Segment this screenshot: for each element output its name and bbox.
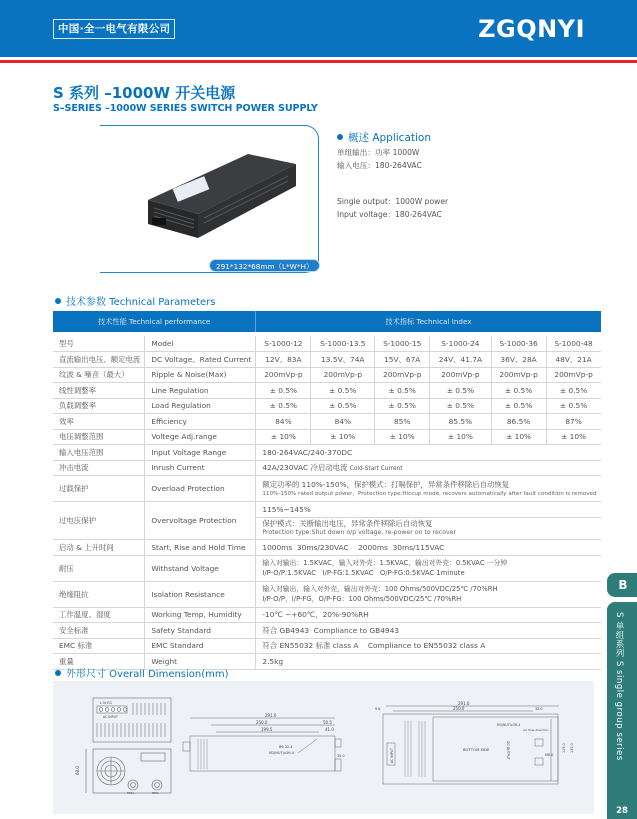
- neg-label: NEG-: [152, 791, 160, 795]
- overall-dimension-heading-text: 外形尺寸 Overall Dimension(mm): [66, 669, 229, 680]
- cell-value: 符合 EN55032 标准 class A Compliance to EN55032 class A: [256, 638, 601, 654]
- isolation-line-en: I/P-O/P，I/P-FG，O/P-FG：100 Ohms/500VDC/25℃ /70%RH: [262, 595, 462, 603]
- cell-value: 84%: [311, 414, 375, 430]
- cell-value: ± 0.5%: [430, 398, 491, 414]
- cell-value: 24V、41.7A: [430, 352, 491, 368]
- row-label-en: DC Voltage、Rated Current: [145, 352, 256, 368]
- row-label-en: Isolation Resistance: [145, 581, 256, 607]
- inrush-value-en: Cold-Start Current: [349, 466, 403, 473]
- side-extension: 30.0: [337, 754, 345, 758]
- row-label-en: Load Regulation: [145, 398, 256, 414]
- table-row-start-rise-hold: [53, 540, 601, 556]
- header-stripe-red: [0, 60, 637, 63]
- airflow-label: Air flow direction: [523, 728, 549, 732]
- table-row-input-voltage: [53, 445, 601, 461]
- application-cn-line-2: 输入电压：180-264VAC: [337, 161, 422, 170]
- page-number: 28: [616, 806, 628, 816]
- cell-value: 13.5V、74A: [311, 352, 375, 368]
- table-row-overload-protection: [53, 476, 601, 502]
- side-screw-2: M3(NUT)x3H-4: [269, 751, 294, 755]
- table-row-overvoltage-protection: [53, 502, 601, 540]
- row-label-cn: 绝缘阻抗: [53, 581, 145, 607]
- section-tab-b[interactable]: B: [607, 573, 637, 597]
- side-inner-length-2: 199.5: [261, 727, 273, 732]
- bottom-view-drawing: [383, 706, 559, 784]
- table-row-emc-standard: [53, 638, 601, 654]
- cell-value: 85.5%: [430, 414, 491, 430]
- series-side-tab: [607, 602, 637, 819]
- application-en-line-1: Single output：1000W power: [337, 197, 449, 206]
- product-photo-icon: [128, 148, 298, 240]
- isolation-line-cn: 输入对输出，输入对外壳，输出对外壳：100 Ohms/500VDC/25℃ /70%RH: [262, 585, 498, 593]
- cell-value: 85%: [375, 414, 430, 430]
- application-heading-text: 概述 Application: [348, 132, 432, 144]
- table-row-load-regulation: [53, 398, 601, 414]
- table-row-efficiency: [53, 414, 601, 430]
- cell-value: 86.5%: [491, 414, 546, 430]
- spec-table: [53, 311, 601, 670]
- side-right-1: 50.5: [323, 720, 332, 725]
- side-inner-length: 250.0: [256, 720, 268, 725]
- cell-value: ± 10%: [546, 429, 600, 445]
- row-label-cn: EMC 标准: [53, 638, 145, 654]
- row-label-cn: 过载保护: [53, 476, 145, 502]
- ac-input-label: AC INPUT: [103, 715, 118, 719]
- cell-value: 200mVp-p: [546, 367, 600, 383]
- row-label-en: Safety Standard: [145, 623, 256, 639]
- row-label-cn: 线性调整率: [53, 383, 145, 399]
- table-row-model: [53, 336, 601, 352]
- row-label-cn: 型号: [53, 336, 145, 352]
- cell-value: ± 10%: [430, 429, 491, 445]
- table-row-ripple-noise: [53, 367, 601, 383]
- row-label-en: Model: [145, 336, 256, 352]
- application-heading: [337, 130, 431, 145]
- table-row-dc-voltage: [53, 352, 601, 368]
- cell-value: ± 0.5%: [546, 398, 600, 414]
- side-right-2: 41.0: [325, 727, 334, 732]
- row-label-en: Input Voltage Range: [145, 445, 256, 461]
- inrush-value: 42A/230VAC 冷启动电流: [262, 463, 348, 473]
- cell-value: ± 0.5%: [256, 398, 311, 414]
- row-label-cn: 冲击电流: [53, 460, 145, 476]
- product-dimension-label: 291*132*68mm（L*W*H）: [209, 259, 320, 272]
- bottom-width-2: 132.0: [570, 743, 574, 753]
- row-label-cn: 重量: [53, 654, 145, 670]
- m8-label: M8.0: [545, 753, 554, 757]
- application-en-line-2: Input voltage：180-264VAC: [337, 210, 442, 219]
- row-label-cn: 过电压保护: [53, 502, 145, 540]
- cell-value: [256, 555, 601, 581]
- cell-value: [256, 581, 601, 607]
- table-row-isolation-resistance: [53, 581, 601, 607]
- bullet-icon: [55, 670, 61, 676]
- overvoltage-line-cn: 保护模式：关断输出电压，异常条件移除后自动恢复: [262, 519, 433, 528]
- company-name-text: 中国·全一电气有限公司: [58, 23, 171, 35]
- side-total-length: 291.0: [265, 713, 277, 718]
- bottom-width-1: 115.0: [562, 743, 566, 753]
- withstand-line-cn: 输入对输出：1.5KVAC，输入对外壳：1.5KVAC，输出对外壳：0.5KVAC 一分钟: [262, 559, 508, 567]
- terminal-labels: L N FG: [100, 701, 112, 705]
- cell-value: S-1000-13.5: [311, 336, 375, 352]
- overvoltage-mode: [256, 517, 600, 538]
- cell-value: 2.5kg: [256, 654, 601, 670]
- cell-value: S-1000-24: [430, 336, 491, 352]
- row-label-en: Line Regulation: [145, 383, 256, 399]
- cell-value: [256, 476, 601, 502]
- table-row-withstand-voltage: [53, 555, 601, 581]
- header-technical-index: 技术指标 Technical Index: [256, 311, 601, 332]
- row-label-en: Weight: [145, 654, 256, 670]
- header-technical-performance: 技术性能 Technical performance: [53, 311, 256, 332]
- cell-value: 87%: [546, 414, 600, 430]
- cell-value: 200mVp-p: [375, 367, 430, 383]
- dimension-drawings: [53, 681, 594, 814]
- cell-value: S-1000-48: [546, 336, 600, 352]
- bottom-right-offset: 32.0: [535, 707, 543, 711]
- bottom-side-label: BOTTOM SIDE: [463, 747, 490, 752]
- overvoltage-line-en: Protection type:Shut down o/p voltage, re-power on to recover: [262, 529, 456, 536]
- cell-value: ± 0.5%: [491, 398, 546, 414]
- cell-value: 200mVp-p: [256, 367, 311, 383]
- cell-value: ± 10%: [491, 429, 546, 445]
- page-title-cn: S 系列 –1000W 开关电源: [53, 84, 236, 102]
- page-title-en: S–SERIES –1000W SERIES SWITCH POWER SUPPLY: [53, 103, 318, 114]
- row-label-en: Overload Protection: [145, 476, 256, 502]
- row-label-en: Efficiency: [145, 414, 256, 430]
- bottom-ac-input: AC INPUT: [390, 748, 394, 763]
- pos-label: POS+: [127, 791, 136, 795]
- row-label-cn: 启动 & 上升时间: [53, 540, 145, 556]
- table-row-voltage-adj-range: [53, 429, 601, 445]
- side-screw-1: B6-32-4: [279, 745, 293, 749]
- table-row-line-regulation: [53, 383, 601, 399]
- row-label-en: Inrush Current: [145, 460, 256, 476]
- technical-parameters-heading-text: 技术参数 Technical Parameters: [66, 297, 216, 308]
- table-row-inrush-current: [53, 460, 601, 476]
- row-label-cn: 工作温度、湿度: [53, 607, 145, 623]
- spec-table-header: [53, 311, 601, 332]
- row-label-en: Voltege Adj.range: [145, 429, 256, 445]
- cell-value: ± 0.5%: [311, 398, 375, 414]
- series-label: S 单组系列 S single group series: [614, 612, 624, 761]
- cell-value: 180-264VAC/240-370DC: [256, 445, 601, 461]
- cell-value: ± 0.5%: [491, 383, 546, 399]
- overload-line-cn: 额定功率的 110%-150%，保护模式：打嗝保护，异常条件移除后自动恢复: [262, 479, 510, 489]
- company-name-badge: [53, 19, 175, 39]
- withstand-line-en: I/P-O/P:1.5KVAC I/P-FG:1.5KVAC O/P-FG:0.5KVAC 1minute: [262, 569, 465, 577]
- bottom-screw: M3(NUT)x3H-4: [497, 723, 521, 727]
- row-label-en: Withstand Voltage: [145, 555, 256, 581]
- cell-value: 200mVp-p: [430, 367, 491, 383]
- page-header: [0, 0, 637, 57]
- row-label-cn: 耐压: [53, 555, 145, 581]
- cell-value: S-1000-36: [491, 336, 546, 352]
- cell-value: ± 0.5%: [311, 383, 375, 399]
- overvoltage-range: 115%~145%: [262, 505, 311, 514]
- cell-value: S-1000-15: [375, 336, 430, 352]
- row-label-cn: 电压调整范围: [53, 429, 145, 445]
- cell-value: ± 0.5%: [375, 398, 430, 414]
- front-view-bottom-drawing: [86, 749, 171, 793]
- cell-value: 1000ms 30ms/230VAC 2000ms 30ms/115VAC: [256, 540, 601, 556]
- row-label-en: Overvoltage Protection: [145, 502, 256, 540]
- application-cn-line-1: 单组输出：功率 1000W: [337, 148, 420, 157]
- cell-value: ± 10%: [375, 429, 430, 445]
- brand-logo: ZGQNYI: [478, 15, 585, 43]
- bullet-icon: [55, 298, 61, 304]
- cell-value: 48V、21A: [546, 352, 600, 368]
- row-label-cn: 纹波 & 噪音（最大）: [53, 367, 145, 383]
- cell-value: ± 0.5%: [375, 383, 430, 399]
- bullet-icon: [337, 134, 343, 140]
- bottom-left-offset: 9.8: [375, 707, 381, 711]
- cell-value: ± 10%: [311, 429, 375, 445]
- cell-value: 符合 GB4943 Compliance to GB4943: [256, 623, 601, 639]
- row-label-cn: 安全标准: [53, 623, 145, 639]
- bottom-inner-length: 250.0: [453, 706, 465, 711]
- dimension-drawing-panel: [53, 681, 594, 814]
- bottom-total-length: 291.0: [458, 701, 470, 706]
- cell-value: [256, 460, 601, 476]
- row-label-cn: 直流输出电压、额定电流: [53, 352, 145, 368]
- row-label-en: Working Temp, Humidity: [145, 607, 256, 623]
- row-label-en: Start, Rise and Hold Time: [145, 540, 256, 556]
- cell-value: ± 0.5%: [256, 383, 311, 399]
- overall-dimension-heading: [55, 665, 229, 680]
- height-dimension: 68.0: [75, 766, 80, 775]
- row-label-cn: 负载调整率: [53, 398, 145, 414]
- cell-value: 12V、83A: [256, 352, 311, 368]
- table-row-safety-standard: [53, 623, 601, 639]
- cell-value: 200mVp-p: [491, 367, 546, 383]
- cell-value: -10℃ ~+60℃，20%-90%RH: [256, 607, 601, 623]
- table-row-working-temp: [53, 607, 601, 623]
- cell-value: 84%: [256, 414, 311, 430]
- overload-line-en: 110%-150% rated output power，Protection type:Hiccup mode, recovers automatically after fault condition is removed: [262, 490, 597, 497]
- bottom-dc-output: DC OUTPUT: [506, 741, 510, 760]
- cell-value: 15V、67A: [375, 352, 430, 368]
- cell-value: ± 0.5%: [546, 383, 600, 399]
- cell-value: ± 10%: [256, 429, 311, 445]
- side-view-drawing: [183, 718, 341, 771]
- row-label-cn: 输入电压范围: [53, 445, 145, 461]
- technical-parameters-heading: [55, 293, 216, 308]
- cell-value: ± 0.5%: [430, 383, 491, 399]
- row-label-en: Ripple & Noise(Max): [145, 367, 256, 383]
- cell-value: 36V、28A: [491, 352, 546, 368]
- cell-value: 200mVp-p: [311, 367, 375, 383]
- cell-value: [256, 502, 601, 540]
- cell-value: S-1000-12: [256, 336, 311, 352]
- row-label-cn: 效率: [53, 414, 145, 430]
- row-label-en: EMC Standard: [145, 638, 256, 654]
